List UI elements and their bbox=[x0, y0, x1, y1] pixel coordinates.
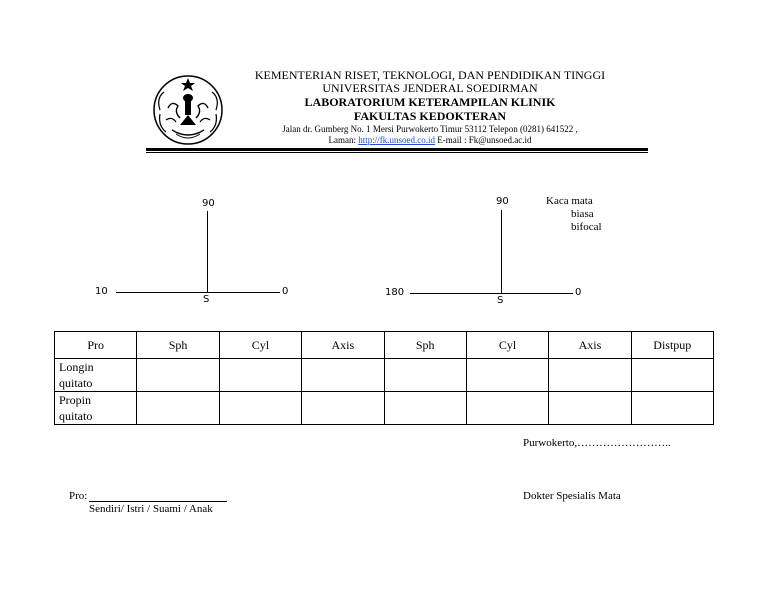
place-date-field[interactable]: Purwokerto,…………………….. bbox=[523, 437, 671, 449]
header-divider-thick bbox=[146, 148, 648, 151]
website-link[interactable]: http://fk.unsoed.co.id bbox=[358, 135, 435, 145]
lens-type-title: Kaca mata bbox=[546, 195, 593, 207]
col-header-sph-right: Sph bbox=[137, 332, 219, 359]
cell-longin-cyl-left[interactable] bbox=[466, 359, 548, 392]
right-axis-top-label: 90 bbox=[496, 196, 509, 207]
left-axis-bottom-label: S bbox=[203, 294, 210, 305]
right-axis-bottom-label: S bbox=[497, 295, 504, 306]
cell-propin-cyl-left[interactable] bbox=[466, 392, 548, 425]
cell-propin-sph-left[interactable] bbox=[384, 392, 466, 425]
cell-propin-sph-right[interactable] bbox=[137, 392, 219, 425]
contact-line bbox=[228, 134, 632, 147]
right-axis-left-label: 180 bbox=[385, 287, 405, 298]
university-name: UNIVERSITAS JENDERAL SOEDIRMAN bbox=[322, 81, 538, 95]
right-axis-right-label: 0 bbox=[575, 287, 582, 298]
col-header-pro: Pro bbox=[55, 332, 137, 359]
lens-option-biasa[interactable]: biasa bbox=[571, 208, 594, 220]
row-label-line1: Propin bbox=[59, 393, 92, 407]
prescription-table bbox=[54, 331, 714, 425]
cell-longin-axis-left[interactable] bbox=[549, 359, 631, 392]
cell-propin-cyl-right[interactable] bbox=[219, 392, 301, 425]
pro-name-line[interactable] bbox=[89, 501, 227, 502]
right-axis-vertical-line bbox=[501, 210, 502, 294]
row-label-line2: quitato bbox=[59, 409, 93, 423]
table-row-propin-quitato bbox=[55, 392, 714, 425]
relation-options: Sendiri/ Istri / Suami / Anak bbox=[89, 503, 213, 515]
table-header-row bbox=[55, 332, 714, 359]
pro-label: Pro: bbox=[69, 490, 88, 502]
col-header-axis-left: Axis bbox=[549, 332, 631, 359]
cell-longin-sph-left[interactable] bbox=[384, 359, 466, 392]
col-header-cyl-right: Cyl bbox=[219, 332, 301, 359]
row-label-longin-quitato bbox=[55, 359, 137, 392]
row-label-line2: quitato bbox=[59, 376, 93, 390]
university-seal-logo bbox=[150, 70, 226, 150]
header-divider-thin bbox=[146, 152, 648, 153]
cell-propin-axis-left[interactable] bbox=[549, 392, 631, 425]
signatory-title: Dokter Spesialis Mata bbox=[523, 490, 621, 502]
cell-longin-cyl-right[interactable] bbox=[219, 359, 301, 392]
ministry-name: KEMENTERIAN RISET, TEKNOLOGI, DAN PENDIDIKAN TINGGI bbox=[254, 68, 606, 82]
cell-propin-axis-right[interactable] bbox=[302, 392, 384, 425]
lens-option-bifocal[interactable]: bifocal bbox=[571, 221, 602, 233]
left-axis-horizontal-line bbox=[116, 292, 280, 293]
lab-name: LABORATORIUM KETERAMPILAN KLINIK bbox=[304, 95, 556, 109]
table-row-longin-quitato bbox=[55, 359, 714, 392]
cell-longin-sph-right[interactable] bbox=[137, 359, 219, 392]
col-header-sph-left: Sph bbox=[384, 332, 466, 359]
col-header-distpup: Distpup bbox=[631, 332, 713, 359]
faculty-name: FAKULTAS KEDOKTERAN bbox=[353, 109, 507, 123]
cell-longin-axis-right[interactable] bbox=[302, 359, 384, 392]
cell-propin-distpup[interactable] bbox=[631, 392, 713, 425]
right-axis-horizontal-line bbox=[410, 293, 573, 294]
left-axis-top-label: 90 bbox=[202, 198, 215, 209]
email-text: E-mail : Fk@unsoed.ac.id bbox=[434, 135, 532, 145]
left-axis-vertical-line bbox=[207, 211, 208, 293]
col-header-axis-right: Axis bbox=[302, 332, 384, 359]
web-label: Laman: bbox=[328, 135, 359, 145]
left-axis-left-label: 10 bbox=[95, 286, 108, 297]
row-label-propin-quitato bbox=[55, 392, 137, 425]
left-axis-right-label: 0 bbox=[282, 286, 289, 297]
col-header-cyl-left: Cyl bbox=[466, 332, 548, 359]
cell-longin-distpup[interactable] bbox=[631, 359, 713, 392]
address-line: Jalan dr. Gumberg No. 1 Mersi Purwokerto Timur 53112 Telepon (0281) 641522 , bbox=[282, 124, 578, 134]
row-label-line1: Longin bbox=[59, 360, 94, 374]
